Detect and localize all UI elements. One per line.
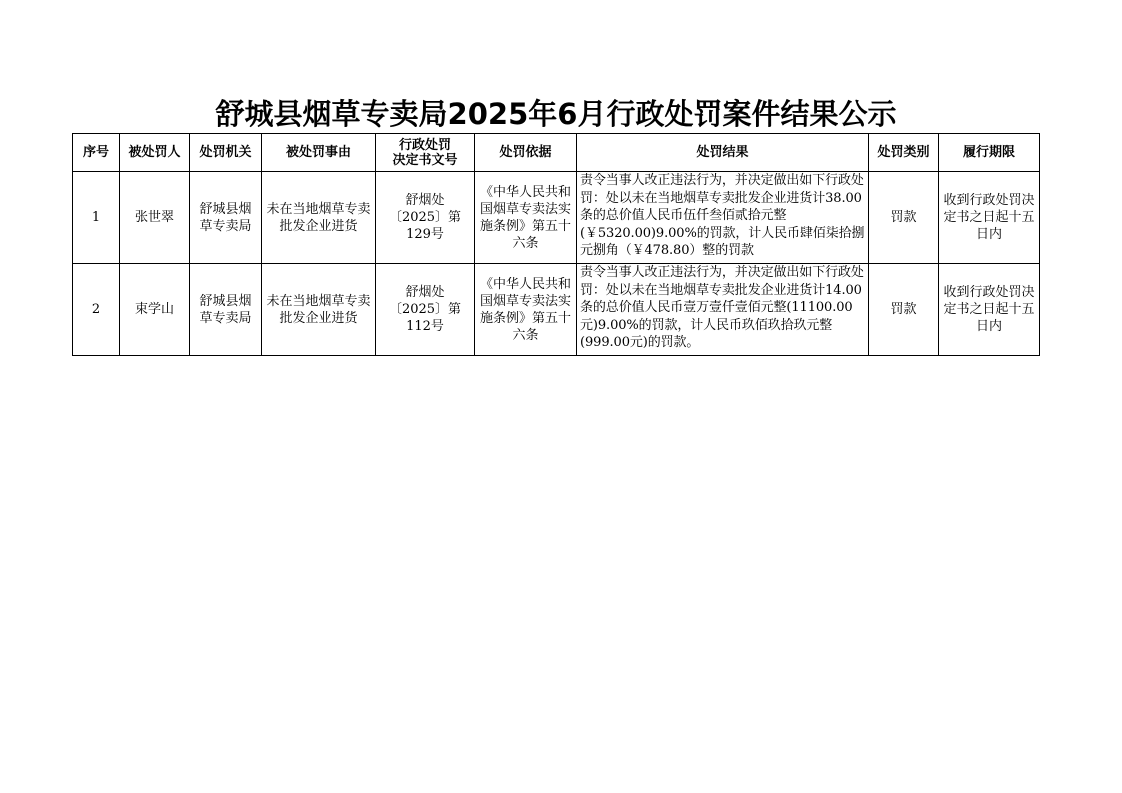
cell-doc-no [376,172,475,264]
header-result: 处罚结果 [577,134,869,172]
cell-category: 罚款 [869,264,939,356]
table-row [73,264,1040,356]
reason-text: 未在当地烟草专卖批发企业进货 [266,293,371,326]
cell-deadline [939,172,1040,264]
deadline-text: 收到行政处罚决定书之日起十五日内 [943,193,1035,242]
header-seq: 序号 [73,134,120,172]
reason-text: 未在当地烟草专卖批发企业进货 [266,201,371,234]
table-row [73,172,1040,264]
cell-basis [475,264,577,356]
doc-no-text: 舒烟处〔2025〕第112号 [388,285,462,334]
cell-result: 责令当事人改正违法行为，并决定做出如下行政处罚：处以未在当地烟草专卖批发企业进货计14.00条的总价值人民币壹万壹仟壹佰元整(11100.00元)9.00%的罚款，计人民币玖佰玖拾玖元整(999.00元)的罚款。 [577,264,869,356]
cell-deadline [939,264,1040,356]
deadline-text: 收到行政处罚决定书之日起十五日内 [943,285,1035,334]
table-header-row [73,134,1040,172]
header-doc-no-line1: 行政处罚 [398,137,451,153]
cell-reason [262,264,376,356]
header-doc-no-line2: 决定书文号 [392,152,458,168]
cell-seq: 1 [73,172,120,264]
authority-text: 舒城县烟草专卖局 [199,293,252,326]
cell-party: 束学山 [120,264,190,356]
doc-no-text: 舒烟处〔2025〕第129号 [388,193,462,242]
cell-seq: 2 [73,264,120,356]
cell-authority [190,172,262,264]
page-title: 舒城县烟草专卖局2025年6月行政处罚案件结果公示 [215,97,897,131]
cell-authority [190,264,262,356]
header-authority: 处罚机关 [190,134,262,172]
header-doc-no [376,134,475,172]
cell-doc-no [376,264,475,356]
header-deadline: 履行期限 [939,134,1040,172]
header-category: 处罚类别 [869,134,939,172]
cell-result: 责令当事人改正违法行为，并决定做出如下行政处罚：处以未在当地烟草专卖批发企业进货计38.00条的总价值人民币伍仟叁佰贰拾元整(￥5320.00)9.00%的罚款，计人民币肆佰柒拾捌元捌角（￥478.80）整的罚款 [577,172,869,264]
cell-basis [475,172,577,264]
header-basis: 处罚依据 [475,134,577,172]
basis-text: 《中华人民共和国烟草专卖法实施条例》第五十六条 [479,184,571,251]
authority-text: 舒城县烟草专卖局 [199,201,252,234]
cell-category: 罚款 [869,172,939,264]
header-reason: 被处罚事由 [262,134,376,172]
penalty-results-table [72,133,1040,356]
cell-party: 张世翠 [120,172,190,264]
header-party: 被处罚人 [120,134,190,172]
cell-reason [262,172,376,264]
basis-text: 《中华人民共和国烟草专卖法实施条例》第五十六条 [479,276,571,343]
